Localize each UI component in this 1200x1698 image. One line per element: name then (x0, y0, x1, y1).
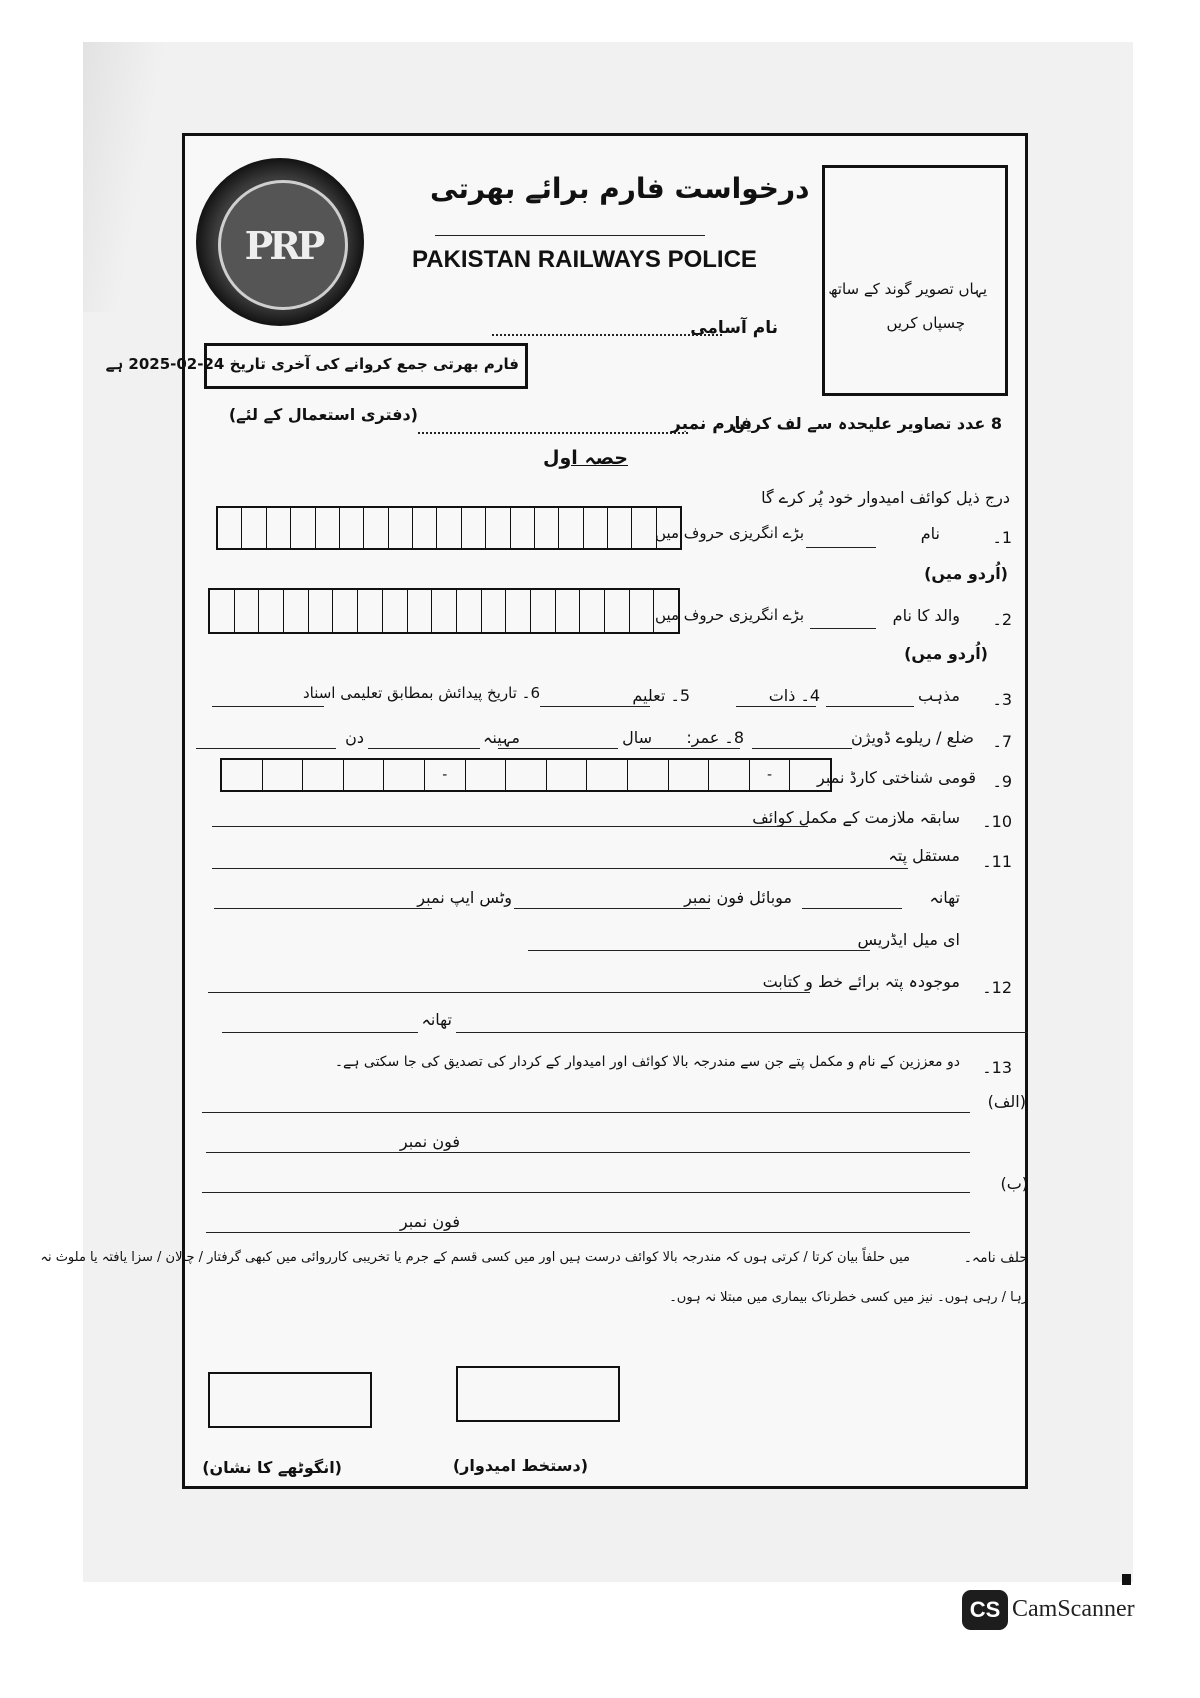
deadline-text: فارم بھرتی جمع کروانے کی آخری تاریخ 24-02-2025 ہے (105, 355, 519, 373)
camscanner-logo-icon: CS (962, 1590, 1008, 1630)
q9-number: 9۔ (992, 772, 1012, 791)
q8-year-label: سال (622, 728, 652, 747)
signature-label: (دستخط امیدوار) (452, 1456, 588, 1475)
q9-cnic-boxes[interactable] (220, 758, 832, 792)
q3-number: 3۔ (992, 690, 1012, 709)
q11-number: 11۔ (982, 852, 1012, 871)
q1-name-boxes[interactable] (216, 506, 682, 550)
english-title: PAKISTAN RAILWAYS POLICE (412, 246, 757, 273)
q13-label: دو معززین کے نام و مکمل پتے جن سے مندرجہ بالا کوائف اور امیدوار کے کردار کی تصدیق کی جا سکتی ہے۔ (334, 1054, 960, 1070)
camscanner-watermark: CamScanner (1012, 1596, 1135, 1622)
signature-box[interactable] (456, 1366, 620, 1422)
q13-b-phone-label: فون نمبر (399, 1212, 460, 1231)
photo-instruction-2: چسپاں کریں (886, 314, 965, 332)
q13-a-name-field[interactable] (202, 1112, 970, 1113)
q6-dob-label: 6۔ تاریخ پیدائش بمطابق تعلیمی اسناد (302, 684, 540, 702)
q7-district-label: ضلع / ریلوے ڈویژن (850, 728, 974, 747)
section-heading: حصہ اول (543, 447, 628, 469)
affidavit-line-1: میں حلفاً بیان کرتا / کرتی ہوں کہ مندرجہ بالا کوائف درست ہیں اور میں کسی قسم کے جرم یا تخریبی کارروائی میں کبھی گرفتار / چالان / سزا یافتہ یا ملوث نہ (40, 1250, 910, 1265)
instructions: درج ذیل کوائف امیدوار خود پُر کرے گا (761, 488, 1010, 507)
police-logo-monogram: PRP (218, 180, 348, 310)
thumbprint-label: (انگوٹھے کا نشان) (202, 1458, 342, 1477)
form-number-field[interactable] (418, 432, 688, 434)
q13-b-phone-field[interactable] (206, 1232, 970, 1233)
q13-b-label: (ب) (1000, 1174, 1028, 1193)
post-name-label: نام آسامی (690, 318, 778, 338)
q3-religion-field[interactable] (826, 706, 914, 707)
q4-caste-field[interactable] (736, 706, 816, 707)
post-name-field[interactable] (492, 334, 722, 336)
q12-thana-label: تھانہ (421, 1010, 452, 1029)
q11-mobile-field[interactable] (514, 908, 710, 909)
scan-mark (1122, 1574, 1131, 1585)
q8-day-field[interactable] (368, 748, 480, 749)
q1-urdu-note: (اُردو میں) (924, 564, 1008, 583)
q11-label: مستقل پتہ (888, 846, 960, 865)
q2-number: 2۔ (992, 610, 1012, 629)
q2-urdu-note: (اُردو میں) (904, 644, 988, 663)
q2-urdu-line[interactable] (810, 628, 876, 629)
q8-extra-field[interactable] (196, 748, 336, 749)
q12-number: 12۔ (982, 978, 1012, 997)
q5-education-label: 5۔ تعلیم (632, 686, 690, 705)
police-logo (196, 158, 364, 326)
q4-caste-label: 4۔ ذات (768, 686, 820, 705)
q8-month-label: مہینہ (483, 728, 520, 747)
q10-field[interactable] (212, 826, 808, 827)
q9-cnic-label: قومی شناختی کارڈ نمبر (817, 768, 976, 787)
photos-note: 8 عدد تصاویر علیحدہ سے لف کریں (731, 414, 1002, 433)
q8-month-field[interactable] (498, 748, 618, 749)
q2-label: والد کا نام (892, 606, 960, 625)
q10-label: سابقہ ملازمت کے مکمل کوائف (752, 808, 960, 827)
office-use-note: (دفتری استعمال کے لئے) (228, 405, 418, 424)
deadline-box (105, 343, 528, 389)
photo-instruction-1: یہاں تصویر گوند کے ساتھ (828, 280, 987, 298)
thumbprint-box[interactable] (208, 1372, 372, 1428)
q1-hint: بڑے انگریزی حروف میں (655, 524, 804, 542)
q11-mobile-label: موبائل فون نمبر (684, 888, 792, 907)
q13-a-phone-field[interactable] (206, 1152, 970, 1153)
q8-year-field[interactable] (640, 748, 740, 749)
page-fold-shadow (83, 42, 173, 312)
q11-thana-field[interactable] (802, 908, 902, 909)
affidavit-line-2: رہا / رہی ہوں۔ نیز میں کسی خطرناک بیماری میں مبتلا نہ ہوں۔ (669, 1290, 1028, 1305)
q7-district-field[interactable] (752, 748, 852, 749)
q12-label: موجودہ پتہ برائے خط و کتابت (762, 972, 960, 991)
title-underline (435, 235, 705, 236)
form-number-label: فارم نمبر (671, 414, 752, 434)
q13-a-phone-label: فون نمبر (399, 1132, 460, 1151)
q1-urdu-line[interactable] (806, 547, 876, 548)
q7-number: 7۔ (992, 732, 1012, 751)
q11-email-field[interactable] (528, 950, 870, 951)
urdu-title: درخواست فارم برائے بھرتی (430, 172, 810, 205)
q2-father-name-boxes[interactable] (208, 588, 680, 634)
q11-address-field[interactable] (212, 868, 908, 869)
q6-dob-field[interactable] (212, 706, 324, 707)
q2-hint: بڑے انگریزی حروف میں (655, 606, 804, 624)
q3-religion-label: مذہب (917, 686, 960, 705)
cnic-dash-1: - (424, 760, 465, 790)
q11-email-label: ای میل ایڈریس (857, 930, 960, 949)
q1-number: 1۔ (992, 528, 1012, 547)
q11-thana-label: تھانہ (929, 888, 960, 907)
q11-whatsapp-label: وٹس ایپ نمبر (417, 888, 512, 907)
q12-address-field-2[interactable] (456, 1032, 1028, 1033)
photo-box[interactable] (822, 165, 1008, 396)
q1-label: نام (920, 524, 940, 543)
q8-day-label: دن (345, 728, 364, 747)
affidavit-label: حلف نامہ۔ (963, 1250, 1028, 1266)
q12-thana-field[interactable] (222, 1032, 418, 1033)
q13-a-label: (الف) (987, 1092, 1026, 1111)
q8-age-label: 8۔ عمر: (686, 728, 744, 747)
q13-number: 13۔ (982, 1058, 1012, 1077)
q10-number: 10۔ (982, 812, 1012, 831)
q11-whatsapp-field[interactable] (214, 908, 432, 909)
q12-address-field[interactable] (208, 992, 810, 993)
cnic-dash-2: - (749, 760, 790, 790)
q5-education-field[interactable] (540, 706, 650, 707)
q13-b-name-field[interactable] (202, 1192, 970, 1193)
